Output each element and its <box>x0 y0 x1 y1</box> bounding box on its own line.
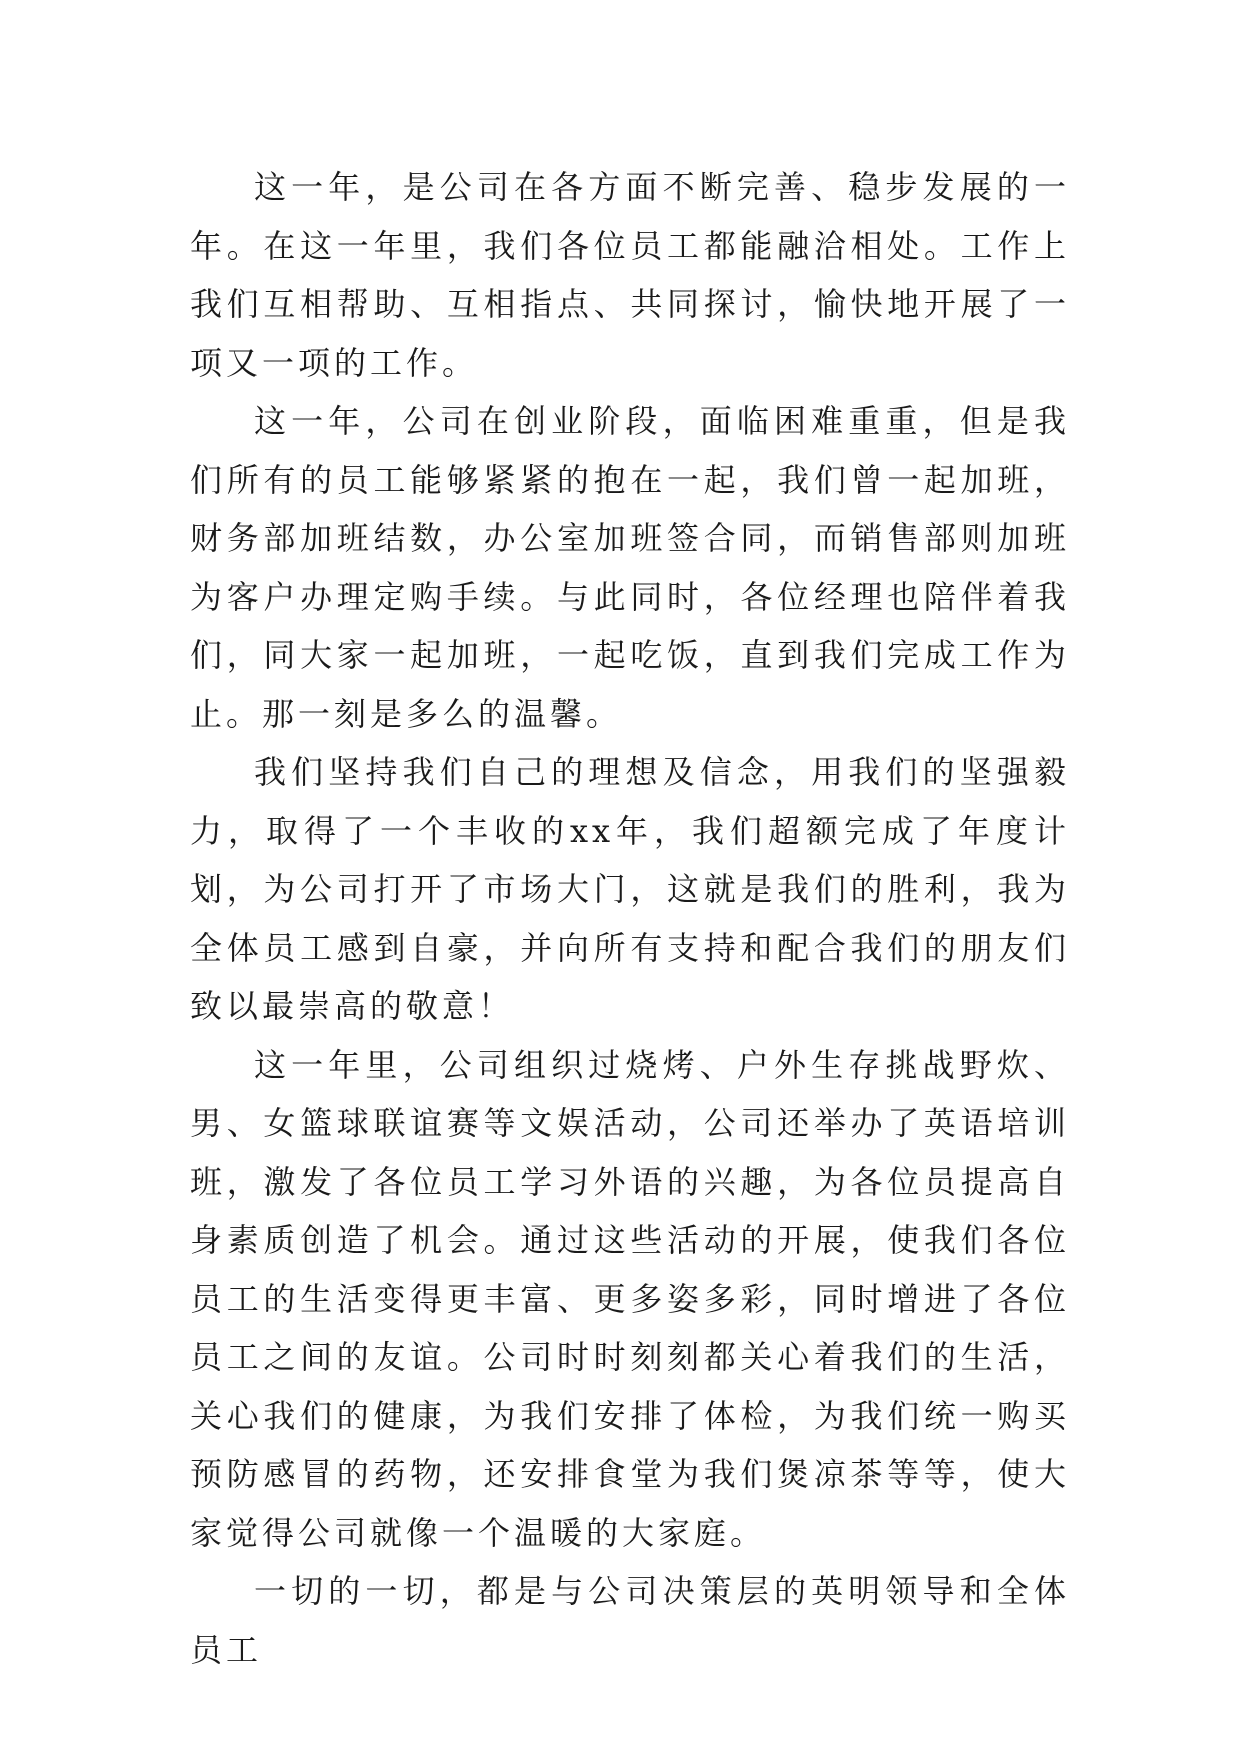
paragraph-4: 这一年里，公司组织过烧烤、户外生存挑战野炊、男、女篮球联谊赛等文娱活动，公司还举办了英语培训班，激发了各位员工学习外语的兴趣，为各位员提高自身素质创造了机会。通过这些活动的开展，使我们各位员工的生活变得更丰富、更多姿多彩，同时增进了各位员工之间的友谊。公司时时刻刻都关心着我们的生活，关心我们的健康，为我们安排了体检，为我们统一购买预防感冒的药物，还安排食堂为我们煲凉茶等等，使大家觉得公司就像一个温暖的大家庭。 <box>190 1045 1070 1552</box>
paragraph-3: 我们坚持我们自己的理想及信念，用我们的坚强毅力，取得了一个丰收的xx年，我们超额完成了年度计划，为公司打开了市场大门，这就是我们的胜利，我为全体员工感到自豪，并向所有支持和配合我们的朋友们致以最崇高的敬意！ <box>190 753 1070 1025</box>
paragraph-2: 这一年，公司在创业阶段，面临困难重重，但是我们所有的员工能够紧紧的抱在一起，我们曾一起加班，财务部加班结数，办公室加班签合同，而销售部则加班为客户办理定购手续。与此同时，各位经理也陪伴着我们，同大家一起加班，一起吃饭，直到我们完成工作为止。那一刻是多么的温馨。 <box>190 402 1070 733</box>
document-body <box>190 158 1070 1679</box>
paragraph-5: 一切的一切，都是与公司决策层的英明领导和全体员工 <box>190 1572 1070 1669</box>
paragraph-1: 这一年，是公司在各方面不断完善、稳步发展的一年。在这一年里，我们各位员工都能融洽相处。工作上我们互相帮助、互相指点、共同探讨，愉快地开展了一项又一项的工作。 <box>190 168 1070 382</box>
